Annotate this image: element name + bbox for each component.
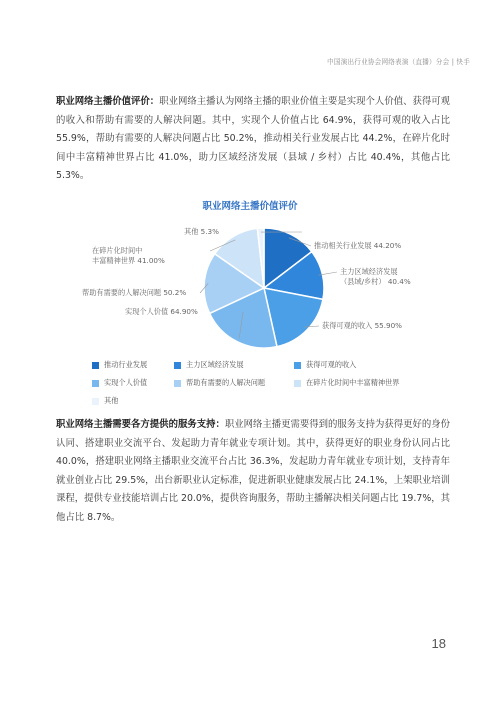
pie-slice-label: 丰富精神世界 41.00% — [92, 256, 165, 265]
pie-slice-label: 帮助有需要的人解决问题 50.2% — [82, 288, 187, 297]
section-support-paragraph — [56, 416, 450, 527]
legend-label: 获得可观的收入 — [306, 360, 357, 369]
legend-label: 实现个人价值 — [104, 378, 148, 387]
section-valuation-body: 职业网络主播认为网络主播的职业价值主要是实现个人价值、获得可观的收入和帮助有需要的人解决问题。其中，实现个人价值占比 64.9%，获得可观的收入占比 55.9%，帮助有需要的人解决问题占比 50.2%，推动相关行业发展占比 44.2%，在碎片化时间中丰富精神世界占比 41.0%，助力区域经济发展（县域 / 乡村）占比 40.4%，其他占比 5.3%。 — [56, 96, 450, 181]
section-support-body: 职业网络主播更需要得到的服务支持为获得更好的身份认同、搭建职业交流平台、发起助力青年就业专项计划。其中，获得更好的职业身份认同占比 40.0%，搭建职业网络主播职业交流平台占比 36.3%，发起助力青年就业专项计划，支持青年就业创业占比 29.5%，出台新职业认定标准，促进新职业健康发展占比 24.1%，上架职业培训课程，提供专业技能培训占比 20.0%，提供咨询服务，帮助主播解决相关问题占比 19.7%，其他占比 8.7%。 — [56, 419, 450, 523]
legend-item — [92, 360, 174, 370]
legend-swatch — [92, 380, 99, 387]
pie-slice-label: 其他 5.3% — [184, 227, 219, 236]
pie-slice-label: （县域/乡村） 40.4% — [340, 277, 411, 286]
legend-label: 在碎片化时间中丰富精神世界 — [306, 378, 400, 387]
legend-item — [174, 360, 294, 370]
pie-slice-label: 推动相关行业发展 44.20% — [314, 241, 402, 250]
legend-label: 帮助有需要的人解决问题 — [186, 378, 266, 387]
legend-swatch — [174, 362, 181, 369]
legend-label: 推动行业发展 — [104, 360, 148, 369]
legend-label: 其他 — [104, 396, 119, 405]
pie-slice-label: 主力区域经济发展 — [340, 267, 398, 276]
pie-slice-label: 实现个人价值 64.90% — [125, 307, 198, 316]
section-support-heading: 职业网络主播需要各方提供的服务支持： — [56, 419, 225, 430]
chart-legend — [92, 360, 422, 406]
legend-item — [294, 378, 422, 388]
legend-item — [174, 378, 294, 388]
pie-slice-label: 在碎片化时间中 — [92, 246, 143, 255]
section-valuation-paragraph — [56, 93, 450, 186]
legend-item — [92, 378, 174, 388]
page-number: 18 — [431, 636, 446, 651]
page-header: 中国演出行业协会网络表演（直播）分会 | 快手 — [327, 58, 470, 66]
chart-title: 职业网络主播价值评价 — [202, 201, 298, 212]
legend-swatch — [92, 362, 99, 369]
legend-swatch — [294, 362, 301, 369]
pie-slice-label: 获得可观的收入 55.90% — [322, 321, 403, 330]
legend-swatch — [294, 380, 301, 387]
legend-item — [294, 360, 422, 370]
section-valuation-heading: 职业网络主播价值评价： — [56, 96, 160, 107]
pie-chart — [0, 210, 500, 360]
legend-item — [92, 396, 174, 406]
legend-label: 主力区域经济发展 — [186, 360, 244, 369]
legend-swatch — [92, 398, 99, 405]
legend-swatch — [174, 380, 181, 387]
